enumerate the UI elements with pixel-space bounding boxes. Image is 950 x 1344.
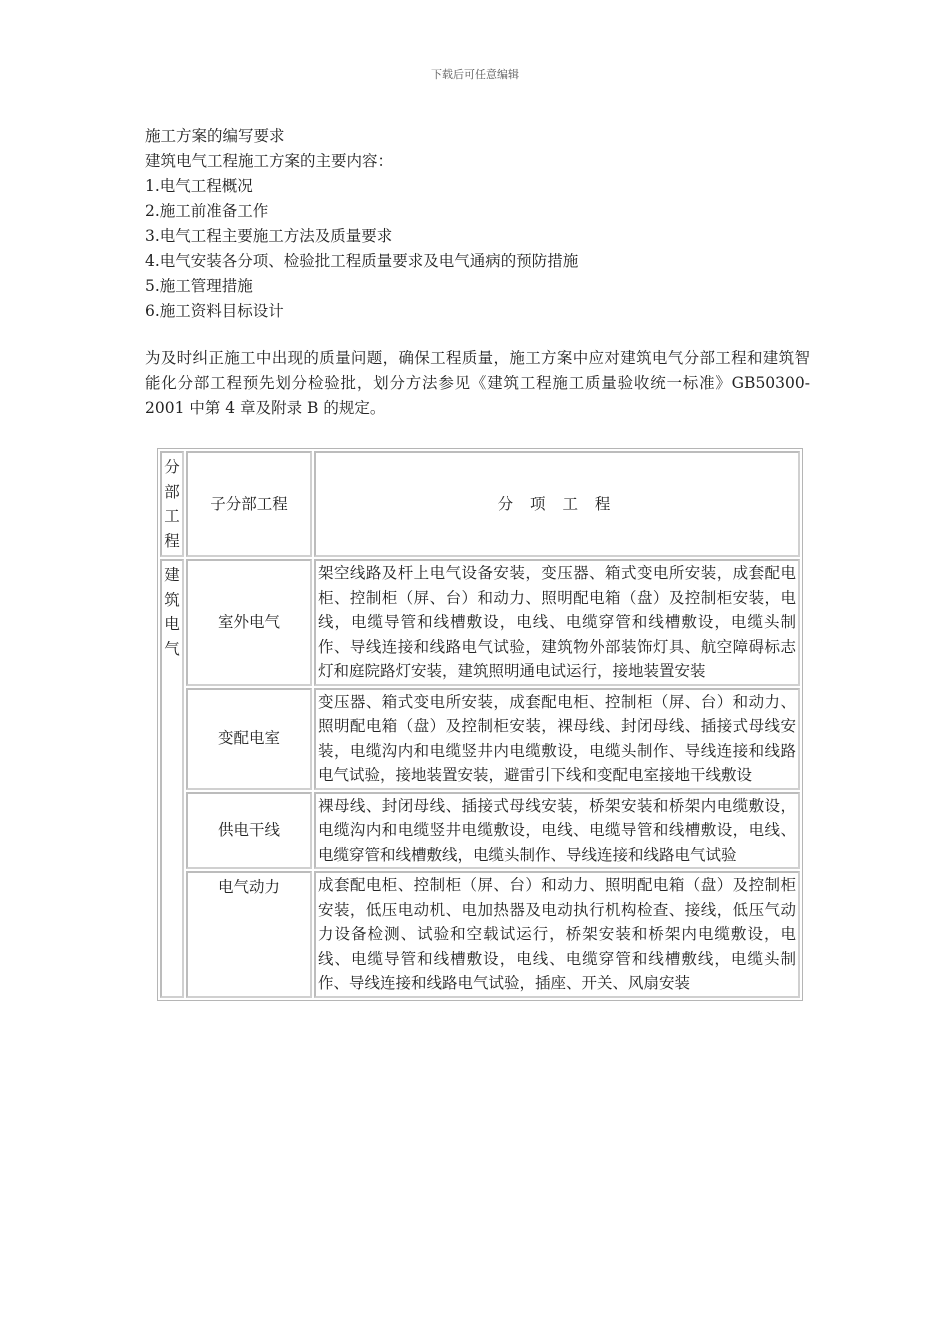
subdivision-cell: 电气动力: [186, 871, 312, 998]
list-item: 2.施工前准备工作: [145, 202, 269, 220]
header-subdivision: 子分部工程: [186, 451, 312, 557]
item-cell: 架空线路及杆上电气设备安装，变压器、箱式变电所安装，成套配电柜、控制柜（屏、台）和动力、照明配电箱（盘）及控制柜安装，电线，电缆导管和线槽敷设，电线、电缆穿管和线槽敷设，电缆头制作、导线连接和线路电气试验，建筑物外部装饰灯具、航空障碍标志灯和庭院路灯安装，建筑照明通电试运行，接地装置安装: [314, 559, 800, 686]
doc-subtitle: 建筑电气工程施工方案的主要内容：: [145, 152, 394, 170]
table-header-row: [160, 451, 800, 557]
table-row: [160, 792, 800, 870]
table-container: [157, 448, 803, 1001]
header-item: 分 项 工 程: [314, 451, 800, 557]
item-cell: 成套配电柜、控制柜（屏、台）和动力、照明配电箱（盘）及控制柜安装，低压电动机、电加热器及电动执行机构检查、接线，低压气动力设备检测、试验和空载试运行，桥架安装和桥架内电缆敷设，电线、电缆导管和线槽敷设，电线、电缆穿管和线槽敷线，电缆头制作、导线连接和线路电气试验，插座、开关、风扇安装: [314, 871, 800, 998]
list-item: 5.施工管理措施: [145, 277, 253, 295]
list-item: 3.电气工程主要施工方法及质量要求: [145, 227, 393, 245]
division-cell: [160, 559, 184, 998]
division-table: [157, 448, 803, 1001]
list-item: 4.电气安装各分项、检验批工程质量要求及电气通病的预防措施: [145, 252, 579, 270]
header-division: [160, 451, 184, 557]
list-item: 1.电气工程概况: [145, 177, 253, 195]
doc-paragraph: 为及时纠正施工中出现的质量问题，确保工程质量，施工方案中应对建筑电气分部工程和建筑智能化分部工程预先划分检验批，划分方法参见《建筑工程施工质量验收统一标准》GB50300-2001 中第 4 章及附录 B 的规定。: [145, 349, 810, 417]
list-item: 6.施工资料目标设计: [145, 302, 284, 320]
table-row: [160, 688, 800, 790]
subdivision-cell: 供电干线: [186, 792, 312, 870]
document-body: [145, 124, 810, 421]
table-row: [160, 559, 800, 686]
subdivision-cell: 变配电室: [186, 688, 312, 790]
table-row: [160, 871, 800, 998]
division-label: 建筑电气: [164, 566, 180, 658]
item-cell: 裸母线、封闭母线、插接式母线安装，桥架安装和桥架内电缆敷设，电缆沟内和电缆竖井电缆敷设，电线、电缆导管和线槽敷设，电线、电缆穿管和线槽敷线，电缆头制作、导线连接和线路电气试验: [314, 792, 800, 870]
item-cell: 变压器、箱式变电所安装，成套配电柜、控制柜（屏、台）和动力、照明配电箱（盘）及控制柜安装，裸母线、封闭母线、插接式母线安装，电缆沟内和电缆竖井内电缆敷设，电缆头制作、导线连接和线路电气试验，接地装置安装，避雷引下线和变配电室接地干线敷设: [314, 688, 800, 790]
header-division-label: 分部工程: [164, 458, 180, 550]
page-header-note: 下载后可任意编辑: [431, 68, 519, 81]
subdivision-cell: 室外电气: [186, 559, 312, 686]
doc-title: 施工方案的编写要求: [145, 127, 285, 145]
